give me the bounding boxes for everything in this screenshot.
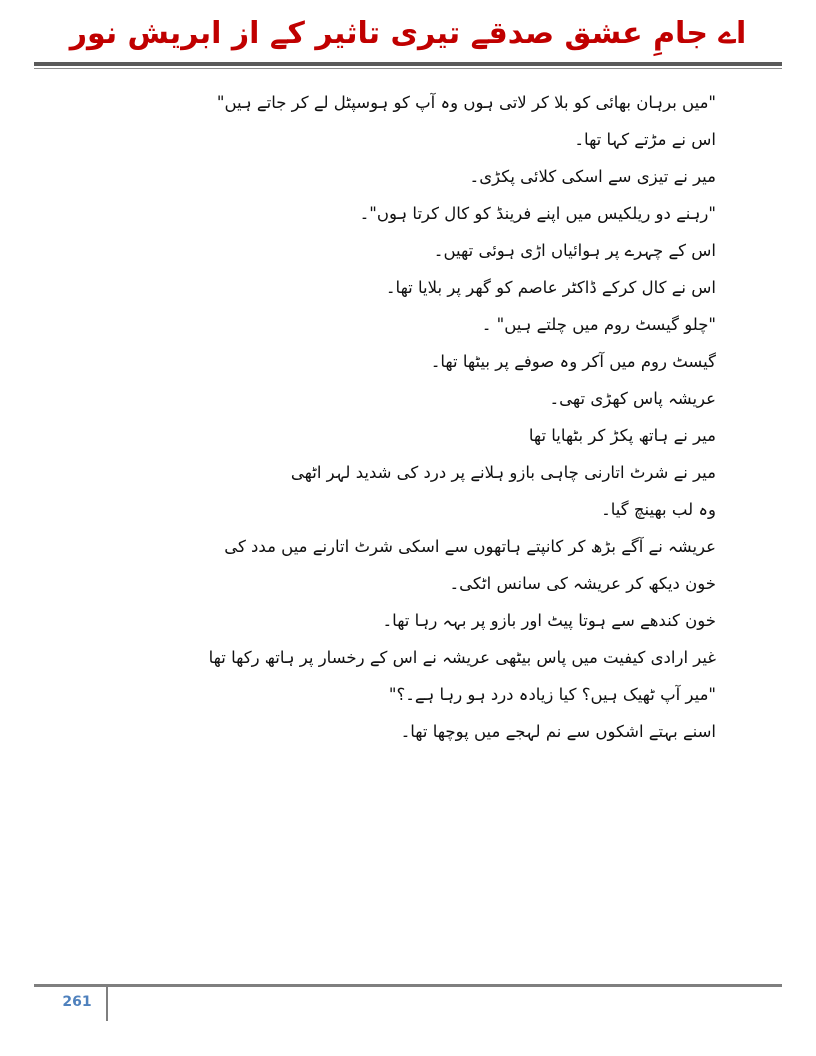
text-line: میر نے تیزی سے اسکی کلائی پکڑی۔ — [469, 167, 716, 186]
header-rule-thin — [34, 68, 782, 69]
text-line: اس نے کال کرکے ڈاکٹر عاصم کو گھر پر بلایا تھا۔ — [385, 278, 716, 297]
text-line: عریشہ پاس کھڑی تھی۔ — [549, 389, 716, 408]
text-line: "میں برہان بھائی کو بلا کر لاتی ہوں وہ آپ کو ہوسپٹل لے کر جاتے ہیں" — [216, 93, 716, 112]
story-body — [76, 84, 716, 750]
header-rule — [34, 62, 782, 66]
text-line: میر نے ہاتھ پکڑ کر بٹھایا تھا — [528, 426, 716, 445]
text-line: اسنے بہتے اشکوں سے نم لہجے میں پوچھا تھا۔ — [400, 722, 716, 741]
page-number: 261 — [62, 994, 92, 1010]
text-line: خون دیکھ کر عریشہ کی سانس اٹکی۔ — [449, 574, 716, 593]
text-line: اس کے چہرے پر ہوائیاں اڑی ہوئی تھیں۔ — [433, 241, 716, 260]
text-line: "میر آپ ٹھیک ہیں؟ کیا زیادہ درد ہو رہا ہے۔؟" — [388, 685, 716, 704]
text-line: وہ لب بھینچ گیا۔ — [601, 500, 716, 519]
text-line: خون کندھے سے ہوتا پیٹ اور بازو پر بہہ رہا تھا۔ — [382, 611, 716, 630]
footer-rule — [34, 984, 782, 987]
text-line: "رہنے دو ریلکیس میں اپنے فرینڈ کو کال کرتا ہوں"۔ — [359, 204, 716, 223]
text-line: غیر ارادی کیفیت میں پاس بیٹھی عریشہ نے اس کے رخسار پر ہاتھ رکھا تھا — [208, 648, 716, 667]
page-number-divider — [106, 987, 108, 1021]
text-line: اس نے مڑتے کہا تھا۔ — [574, 130, 716, 149]
page-header-title: اے جامِ عشق صدقے تیری تاثیر کے از ابریش نور — [69, 16, 747, 51]
text-line: گیسٹ روم میں آکر وہ صوفے پر بیٹھا تھا۔ — [430, 352, 716, 371]
text-line: عریشہ نے آگے بڑھ کر کانپتے ہاتھوں سے اسکی شرٹ اتارنے میں مدد کی — [224, 537, 716, 556]
text-line: "چلو گیسٹ روم میں چلتے ہیں" ۔ — [481, 315, 716, 334]
text-line: میر نے شرٹ اتارنی چاہی بازو ہلانے پر درد کی شدید لہر اٹھی — [290, 463, 716, 482]
